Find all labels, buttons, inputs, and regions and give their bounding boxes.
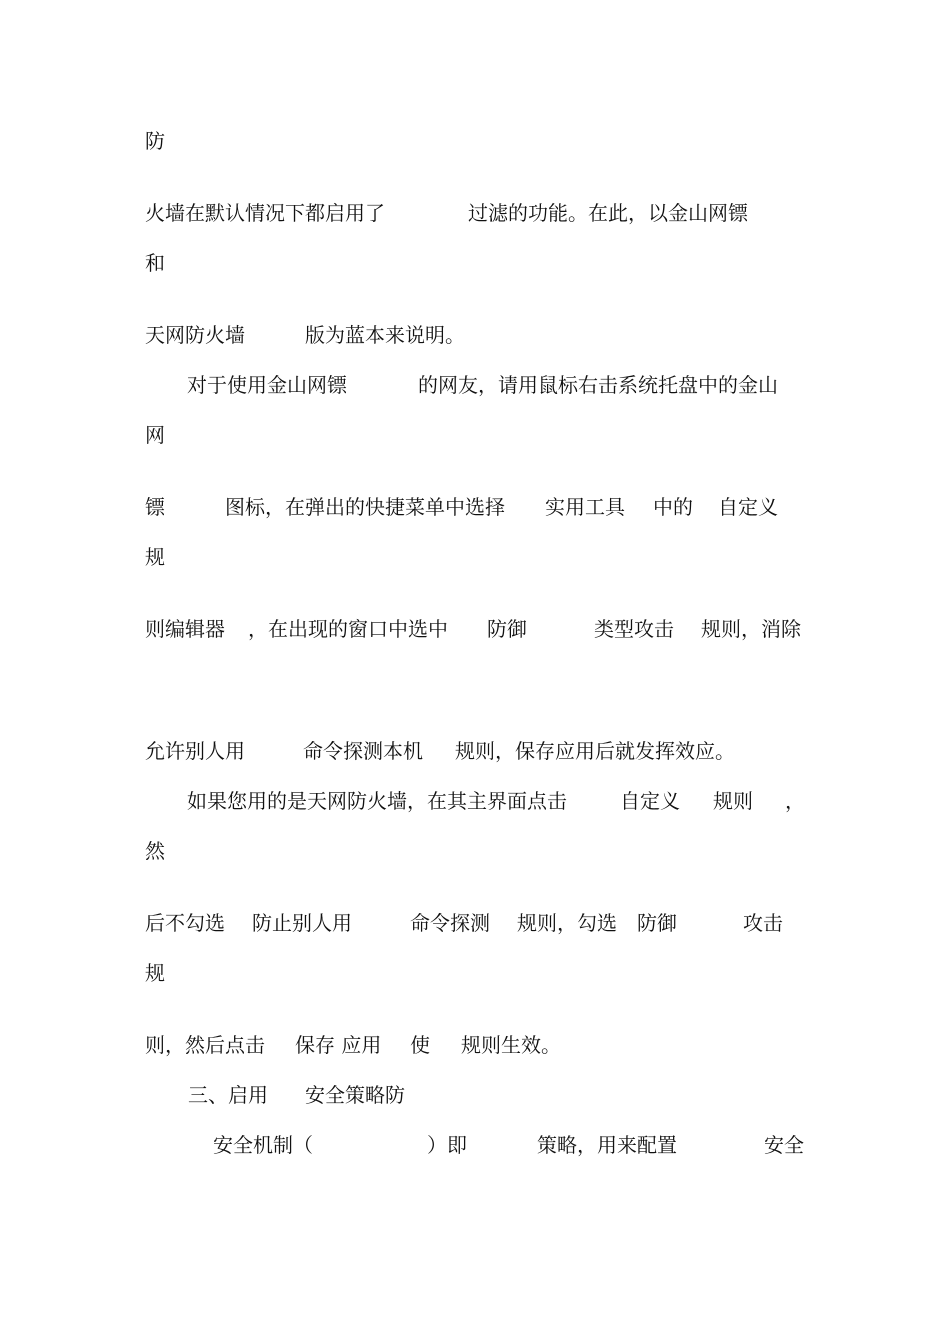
text-segment: ， (785, 789, 805, 813)
text-segment: 规则，消除 (701, 617, 801, 641)
text-segment: 火墙在默认情况下都启用了 (145, 201, 385, 225)
text-segment: 类型攻击 (594, 617, 674, 641)
text-segment: 安全机制（ (213, 1133, 313, 1157)
text-segment: 规 (145, 961, 165, 985)
text-segment: 如果您用的是天网防火墙，在其主界面点击 (187, 789, 567, 813)
text-segment: 规则，保存应用后就发挥效应。 (455, 739, 735, 763)
text-segment: 实用工具 (545, 495, 625, 519)
text-segment: 使 (410, 1033, 430, 1057)
text-segment: 对于使用金山网镖 (187, 373, 347, 397)
text-segment: 防止别人用 (252, 911, 352, 935)
text-segment: 规则 (713, 789, 753, 813)
text-segment: 后不勾选 (145, 911, 225, 935)
text-segment: 安全 (764, 1133, 804, 1157)
text-segment: 则，然后点击 (145, 1033, 265, 1057)
text-segment: 过滤的功能。在此，以金山网镖 (468, 201, 748, 225)
text-segment: 规则生效。 (461, 1033, 561, 1057)
text-segment: 网 (145, 423, 165, 447)
text-segment: 和 (145, 251, 165, 275)
text-segment: 规 (145, 545, 165, 569)
text-segment: 攻击 (743, 911, 783, 935)
text-segment: 命令探测 (410, 911, 490, 935)
text-segment: 防御 (487, 617, 527, 641)
text-segment: 命令探测本机 (303, 739, 423, 763)
text-segment: 防御 (637, 911, 677, 935)
text-segment: 然 (145, 839, 165, 863)
text-segment: 天网防火墙 (145, 323, 245, 347)
text-segment: 保存 应用 (295, 1033, 382, 1057)
text-segment: 三、启用 (188, 1083, 268, 1107)
text-segment: 允许别人用 (145, 739, 245, 763)
text-segment: ）即 (427, 1133, 467, 1157)
text-segment: 自定义 (718, 495, 778, 519)
text-segment: 的网友，请用鼠标右击系统托盘中的金山 (418, 373, 778, 397)
text-segment: 版为蓝本来说明。 (305, 323, 465, 347)
text-segment: 图标，在弹出的快捷菜单中选择 (225, 495, 505, 519)
text-segment: 防 (145, 129, 165, 153)
text-segment: 中的 (653, 495, 693, 519)
text-segment: 策略，用来配置 (537, 1133, 677, 1157)
text-segment: 则编辑器 (145, 617, 225, 641)
text-segment: 镖 (145, 495, 165, 519)
text-segment: 自定义 (620, 789, 680, 813)
text-segment: ，在出现的窗口中选中 (248, 617, 448, 641)
text-segment: 规则，勾选 (517, 911, 617, 935)
text-segment: 安全策略防 (305, 1083, 405, 1107)
